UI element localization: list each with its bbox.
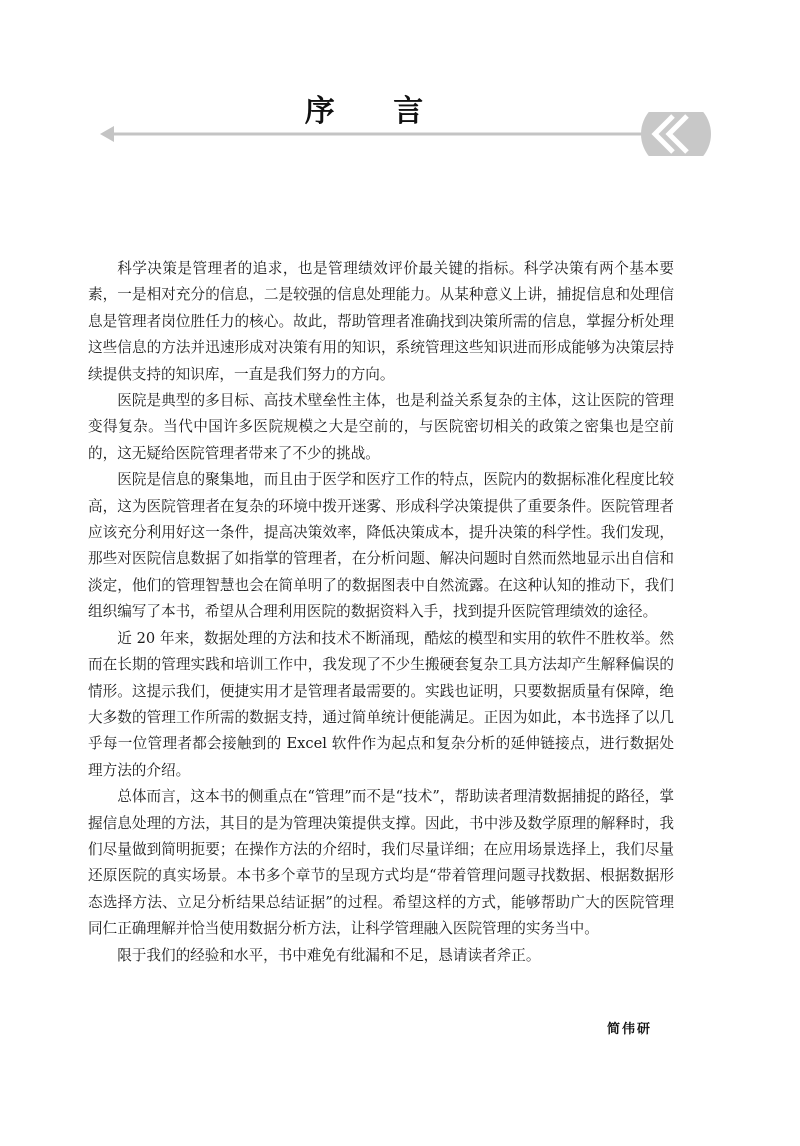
paragraph: 医院是信息的聚集地，而且由于医学和医疗工作的特点，医院内的数据标准化程度比较高，这为医院管理者在复杂的环境中拨开迷雾、形成科学决策提供了重要条件。医院管理者应该充分利用好这一条件，提高决策效率，降低决策成本，提升决策的科学性。我们发现，那些对医院信息数据了如指掌的管理者，在分析问题、解决问题时自然而然地显示出自信和淡定，他们的管理智慧也会在简单明了的数据图表中自然流露。在这种认知的推动下，我们组织编写了本书，希望从合理利用医院的数据资料入手，找到提升医院管理绩效的途径。 [88, 471, 674, 621]
paragraph: 总体而言，这本书的侧重点在“管理”而不是“技术”，帮助读者理清数据捕捉的路径，掌握信息处理的方法，其目的是为管理决策提供支撑。因此，书中涉及数学原理的解释时，我们尽量做到简明扼要；在操作方法的介绍时，我们尽量详细；在应用场景选择上，我们尽量还原医院的真实场景。本书多个章节的呈现方式均是“带着管理问题寻找数据、根据数据形态选择方法、立足分析结果总结证据”的过程。希望这样的方式，能够帮助广大的医院管理同仁正确理解并恰当使用数据分析方法，让科学管理融入医院管理的实务当中。 [88, 788, 674, 938]
paragraph: 限于我们的经验和水平，书中难免有纰漏和不足，恳请读者斧正。 [117, 946, 541, 964]
paragraph: 近 20 年来，数据处理的方法和技术不断涌现，酷炫的模型和实用的软件不胜枚举。然而在长期的管理实践和培训工作中，我发现了不少生搬硬套复杂工具方法却产生解释偏误的情形。这提示我们，便捷实用才是管理者最需要的。实践也证明，只要数据质量有保障，绝大多数的管理工作所需的数据支持，通过简单统计便能满足。正因为如此，本书选择了以几乎每一位管理者都会接触到的 Excel 软件作为起点和复杂分析的延伸链接点，进行数据处理方法的介绍。 [88, 629, 674, 779]
left-arrow-icon [100, 126, 648, 142]
author-signature: 简伟研 [606, 1022, 652, 1037]
paragraph: 科学决策是管理者的追求，也是管理绩效评价最关键的指标。科学决策有两个基本要素，一是相对充分的信息，二是较强的信息处理能力。从某种意义上讲，捕捉信息和处理信息是管理者岗位胜任力的核心。故此，帮助管理者准确找到决策所需的信息，掌握分析处理这些信息的方法并迅速形成对决策有用的知识，系统管理这些知识进而形成能够为决策层持续提供支持的知识库，一直是我们努力的方向。 [88, 260, 674, 383]
preface-body [88, 256, 674, 969]
title-divider [100, 112, 712, 156]
page-title: 序 言 [304, 94, 448, 129]
paragraph: 医院是典型的多目标、高技术壁垒性主体，也是利益关系复杂的主体，这让医院的管理变得复杂。当代中国许多医院规模之大是空前的，与医院密切相关的政策之密集也是空前的，这无疑给医院管理者带来了不少的挑战。 [88, 392, 674, 462]
double-chevron-left-icon [641, 112, 711, 156]
